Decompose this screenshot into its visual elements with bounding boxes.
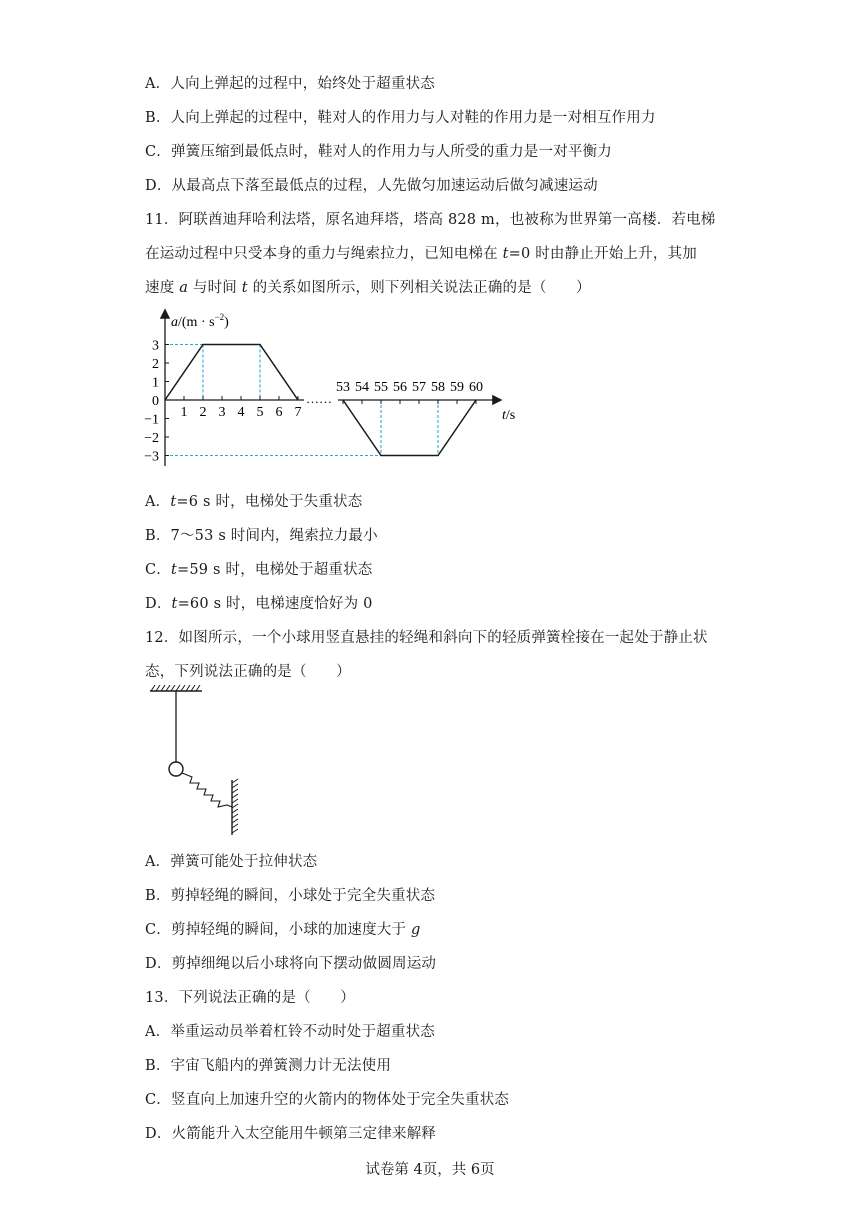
q12-stem-line1: 12．如图所示，一个小球用竖直悬挂的轻绳和斜向下的轻质弹簧栓接在一起处于静止状 <box>145 630 708 646</box>
var-t: t <box>502 246 509 262</box>
x-tick-label: 57 <box>412 380 426 395</box>
text-run: =59 s 时，电梯处于超重状态 <box>177 562 373 578</box>
y-tick-label: 1 <box>152 375 159 391</box>
x-tick-label: 4 <box>237 405 245 420</box>
q10-option-c: C．弹簧压缩到最低点时，鞋对人的作用力与人所受的重力是一对平衡力 <box>145 144 612 160</box>
x-tick-label: 3 <box>218 405 226 420</box>
q11-option-c <box>145 558 373 579</box>
x-tick-label: 60 <box>469 380 483 395</box>
series-line-accel-phase <box>165 345 298 401</box>
text-run: 速度 <box>145 280 180 296</box>
x-tick-label: 58 <box>431 380 445 395</box>
x-tick-label: 59 <box>450 380 464 395</box>
y-axis-label-var: a <box>171 315 178 330</box>
y-tick-label: 3 <box>152 338 159 354</box>
x-tick-label: 53 <box>336 380 350 395</box>
q12-option-b: B．剪掉轻绳的瞬间，小球处于完全失重状态 <box>145 888 436 904</box>
q11-option-d <box>145 592 373 613</box>
q11-option-b: B．7～53 s 时间内，绳索拉力最小 <box>145 528 378 544</box>
q10-option-a: A．人向上弹起的过程中，始终处于超重状态 <box>145 76 435 92</box>
x-axis-label-var: t <box>502 408 506 423</box>
y-axis-label-unit: /(m · s <box>178 315 215 330</box>
q12-option-c <box>145 918 421 939</box>
var-a: a <box>179 280 189 296</box>
text-run: =60 s 时，电梯速度恰好为 0 <box>177 596 373 612</box>
ball-rope-spring-diagram <box>140 685 255 840</box>
y-tick-label: 2 <box>152 357 159 372</box>
text-run: 在运动过程中只受本身的重力与绳索拉力，已知电梯在 <box>145 246 503 262</box>
x-tick-label: 55 <box>374 380 388 395</box>
wall-hatch <box>232 779 238 833</box>
text-run: =6 s 时，电梯处于失重状态 <box>176 494 363 510</box>
text-run: D． <box>145 596 172 612</box>
var-t: t <box>171 596 178 612</box>
text-run: A． <box>145 494 171 510</box>
x-axis-label-unit: /s <box>505 408 516 423</box>
series-line-decel-phase <box>343 400 476 456</box>
ball <box>169 762 183 776</box>
acceleration-time-chart <box>135 306 535 476</box>
x-tick-label: 56 <box>393 380 407 395</box>
x-tick-label: 2 <box>199 405 207 420</box>
y-axis-label <box>171 312 229 330</box>
q11-stem-line1: 11．阿联酋迪拜哈利法塔，原名迪拜塔，塔高 828 m，也被称为世界第一高楼．若电梯 <box>145 212 716 228</box>
var-t: t <box>241 280 248 296</box>
y-axis-label-close: ) <box>224 315 229 330</box>
q13-option-a: A．举重运动员举着杠铃不动时处于超重状态 <box>145 1024 435 1040</box>
q13-stem: 13．下列说法正确的是（ ） <box>145 990 355 1006</box>
page-footer: 试卷第 4页，共 6页 <box>365 1162 495 1178</box>
q12-option-a: A．弹簧可能处于拉伸状态 <box>145 854 318 870</box>
text-run: 与时间 <box>188 280 242 296</box>
var-t: t <box>171 562 178 578</box>
x-tick-label: 7 <box>294 405 302 420</box>
q10-option-d: D．从最高点下落至最低点的过程，人先做匀加速运动后做匀减速运动 <box>145 178 598 194</box>
x-tick-label: 6 <box>275 405 283 420</box>
var-g: g <box>411 922 421 938</box>
y-axis-label-exponent: −2 <box>214 312 225 322</box>
text-run: =0 时由静止开始上升，其加 <box>508 246 697 262</box>
q12-stem-line2: 态，下列说法正确的是（ ） <box>145 664 351 680</box>
y-tick-label: −1 <box>144 412 159 428</box>
q12-option-d: D．剪掉细绳以后小球将向下摆动做圆周运动 <box>145 956 437 972</box>
q13-option-d: D．火箭能升入太空能用牛顿第三定律来解释 <box>145 1126 437 1142</box>
axis-break: …… <box>306 391 332 406</box>
text-run: 的关系如图所示，则下列相关说法正确的是（ ） <box>247 280 591 296</box>
x-tick-label: 1 <box>180 405 188 420</box>
text-run: C． <box>145 562 171 578</box>
y-tick-label: −2 <box>144 431 159 446</box>
q11-stem-line3 <box>145 276 591 297</box>
spring <box>182 773 232 807</box>
q11-option-a <box>145 490 362 511</box>
x-axis-label <box>502 408 515 423</box>
x-tick-label: 5 <box>256 405 264 420</box>
q13-option-b: B．宇宙飞船内的弹簧测力计无法使用 <box>145 1058 392 1074</box>
x-tick-label: 54 <box>355 380 369 395</box>
q13-option-c: C．竖直向上加速升空的火箭内的物体处于完全失重状态 <box>145 1092 510 1108</box>
q11-stem-line2 <box>145 242 697 263</box>
y-tick-label: 0 <box>152 394 159 409</box>
var-t: t <box>170 494 177 510</box>
text-run: C．剪掉轻绳的瞬间，小球的加速度大于 <box>145 922 412 938</box>
q10-option-b: B．人向上弹起的过程中，鞋对人的作用力与人对鞋的作用力是一对相互作用力 <box>145 110 656 126</box>
y-tick-label: −3 <box>144 449 159 465</box>
ceiling-hatch <box>151 685 200 691</box>
